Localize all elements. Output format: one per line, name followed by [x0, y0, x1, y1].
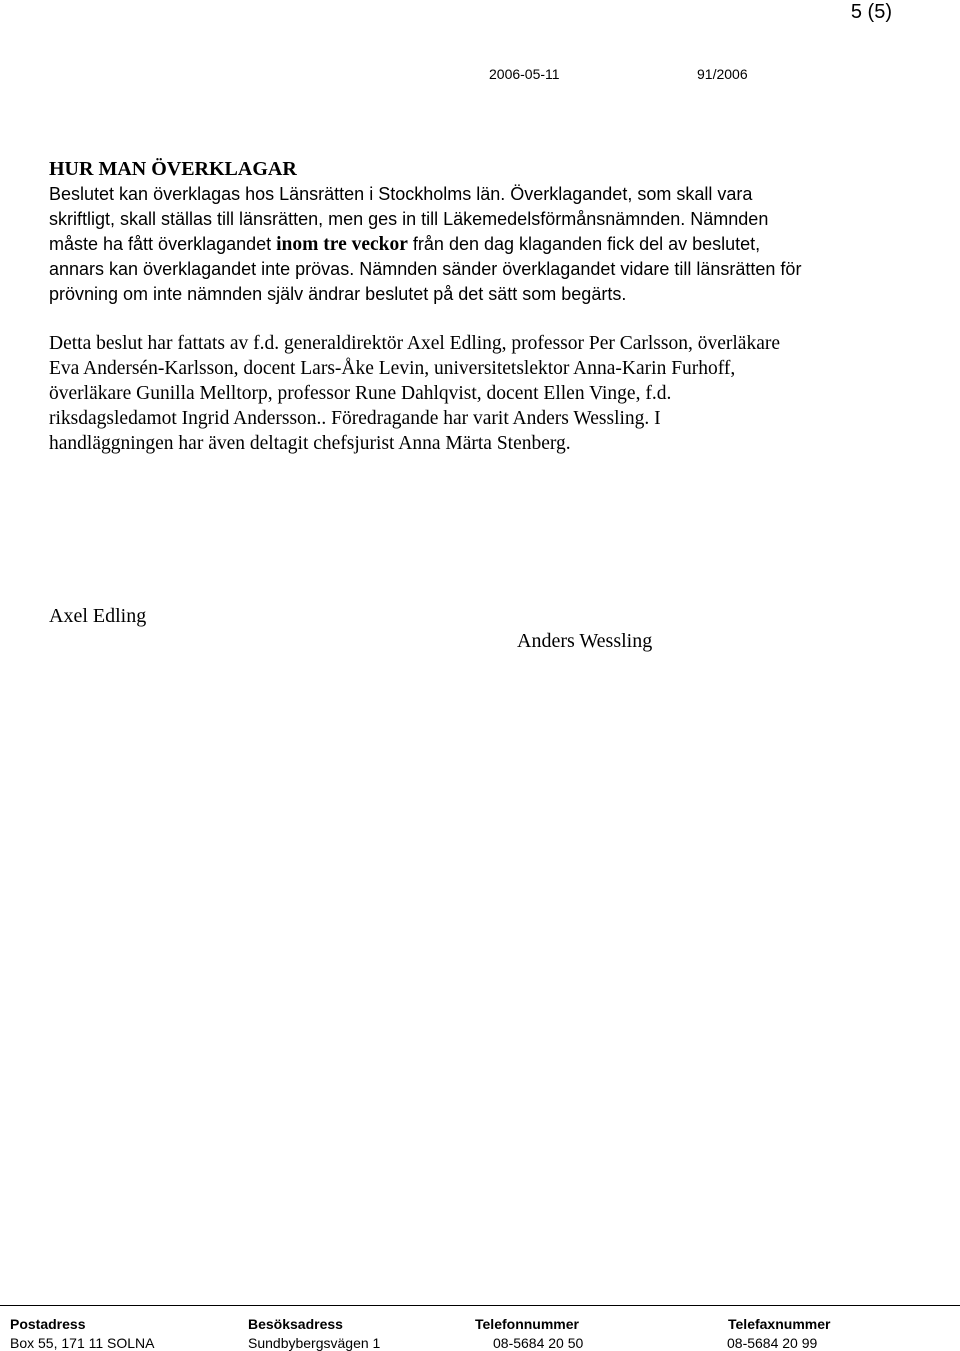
document-date: 2006-05-11	[489, 66, 560, 82]
decision-line: överläkare Gunilla Melltorp, professor Rune Dahlqvist, docent Ellen Vinge, f.d.	[49, 383, 672, 404]
decision-line: riksdagsledamot Ingrid Andersson.. Föredragande har varit Anders Wessling. I	[49, 408, 661, 429]
appeal-line	[49, 232, 760, 257]
fax-label: Telefaxnummer	[728, 1316, 831, 1332]
appeal-line: Beslutet kan överklagas hos Länsrätten i Stockholms län. Överklagandet, som skall vara	[49, 184, 753, 204]
appeal-line: annars kan överklagandet inte prövas. Nämnden sänder överklagandet vidare till länsrätten för	[49, 259, 802, 279]
appeal-heading: HUR MAN ÖVERKLAGAR	[49, 158, 297, 180]
appeal-line: prövning om inte nämnden själv ändrar beslutet på det sätt som begärts.	[49, 284, 627, 304]
decision-line: Eva Andersén-Karlsson, docent Lars-Åke Levin, universitetslektor Anna-Karin Furhoff,	[49, 358, 736, 379]
appeal-deadline: inom tre veckor	[276, 234, 408, 255]
postal-address: Box 55, 171 11 SOLNA	[10, 1335, 155, 1351]
decision-line: Detta beslut har fattats av f.d. generaldirektör Axel Edling, professor Per Carlsson, överläkare	[49, 333, 781, 354]
document-number: 91/2006	[697, 66, 748, 82]
decision-line: handläggningen har även deltagit chefsjurist Anna Märta Stenberg.	[49, 433, 571, 454]
signature-name: Axel Edling	[49, 605, 147, 627]
appeal-text: måste ha fått överklagandet	[49, 234, 277, 254]
phone-label: Telefonnummer	[475, 1316, 579, 1332]
phone-number: 08-5684 20 50	[493, 1335, 584, 1351]
appeal-line: skriftligt, skall ställas till länsrätten, men ges in till Läkemedelsförmånsnämnden. Nämnden	[49, 209, 769, 229]
page-number: 5 (5)	[850, 1, 892, 23]
postal-address-label: Postadress	[10, 1316, 86, 1332]
signature-name: Anders Wessling	[517, 630, 653, 652]
visiting-address-label: Besöksadress	[248, 1316, 343, 1332]
appeal-text: från den dag klaganden fick del av beslutet,	[407, 234, 761, 254]
fax-number: 08-5684 20 99	[727, 1335, 818, 1351]
footer-divider	[0, 1305, 960, 1306]
visiting-address: Sundbybergsvägen 1	[248, 1335, 381, 1351]
